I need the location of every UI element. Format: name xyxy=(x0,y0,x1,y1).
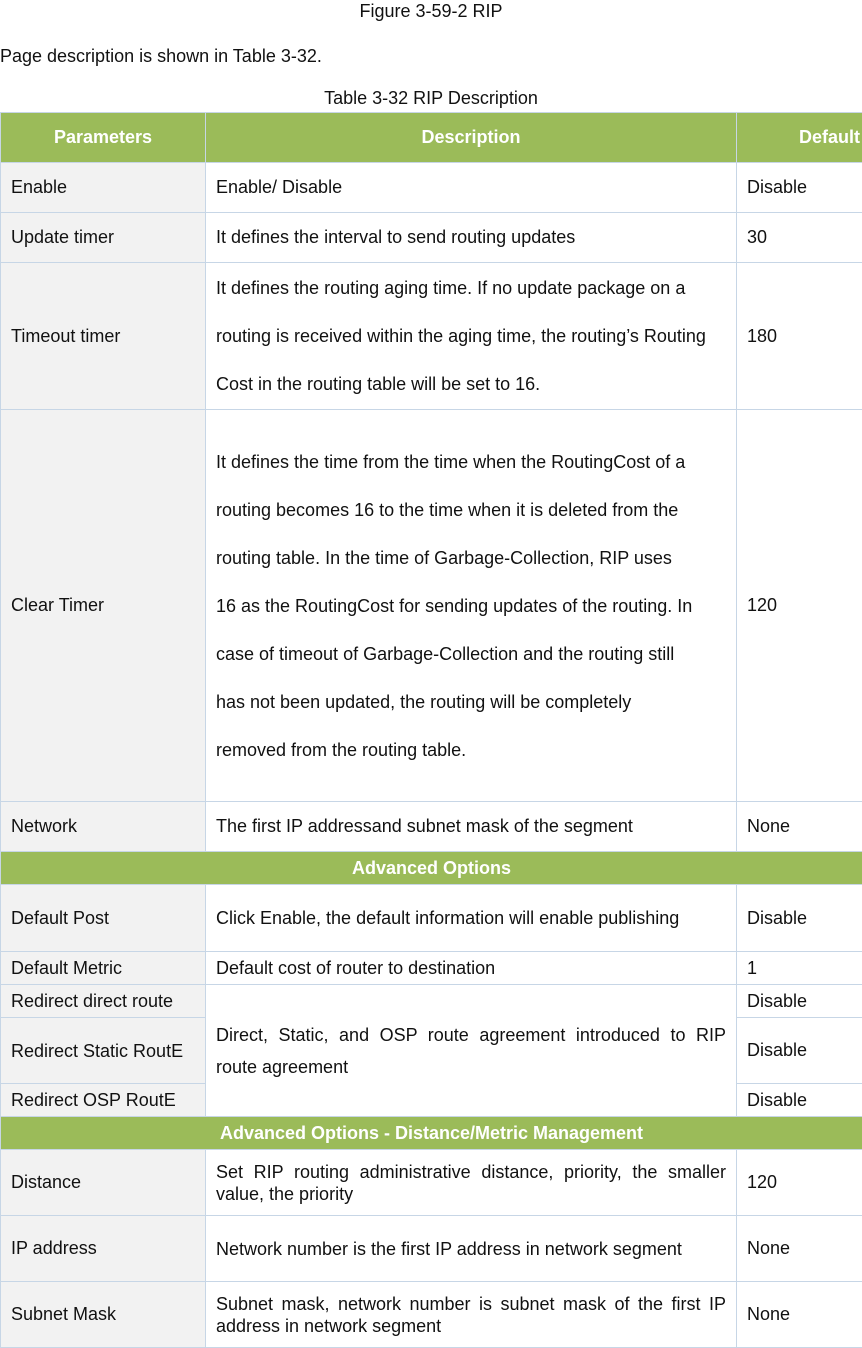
desc-cell: It defines the routing aging time. If no update package on a routing is received within the aging time, the routing’s Routing Cost in the routing table will be set to 16. xyxy=(206,263,737,410)
default-cell: None xyxy=(737,802,862,852)
rip-description-table xyxy=(0,112,862,1348)
default-cell: Disable xyxy=(737,885,862,952)
header-default: Default xyxy=(737,113,862,163)
default-cell: Disable xyxy=(737,985,862,1018)
table-header-row xyxy=(1,113,862,163)
param-cell: Update timer xyxy=(1,213,206,263)
param-cell: Clear Timer xyxy=(1,410,206,802)
default-cell: Disable xyxy=(737,1084,862,1117)
desc-cell: Set RIP routing administrative distance, priority, the smaller value, the priority xyxy=(206,1150,737,1216)
table-row xyxy=(1,410,862,802)
redirect-desc-cell: Direct, Static, and OSP route agreement introduced to RIP route agreement xyxy=(206,985,737,1117)
default-cell: 1 xyxy=(737,952,862,985)
table-row xyxy=(1,1150,862,1216)
default-cell: 120 xyxy=(737,1150,862,1216)
desc-cell: Click Enable, the default information will enable publishing xyxy=(206,885,737,952)
param-cell: Subnet Mask xyxy=(1,1282,206,1348)
default-cell: 120 xyxy=(737,410,862,802)
section-advanced-options: Advanced Options xyxy=(1,852,862,885)
param-cell: IP address xyxy=(1,1216,206,1282)
figure-caption: Figure 3-59-2 RIP xyxy=(0,0,862,22)
section-row xyxy=(1,852,862,885)
default-cell: 30 xyxy=(737,213,862,263)
desc-cell: Network number is the first IP address in network segment xyxy=(206,1216,737,1282)
section-row xyxy=(1,1117,862,1150)
param-cell: Redirect direct route xyxy=(1,985,206,1018)
section-distance-metric: Advanced Options - Distance/Metric Management xyxy=(1,1117,862,1150)
desc-cell: The first IP addressand subnet mask of the segment xyxy=(206,802,737,852)
param-cell: Default Metric xyxy=(1,952,206,985)
desc-cell: It defines the interval to send routing updates xyxy=(206,213,737,263)
param-cell: Default Post xyxy=(1,885,206,952)
desc-cell: It defines the time from the time when the RoutingCost of a routing becomes 16 to the time when it is deleted from the routing table. In the time of Garbage-Collection, RIP uses 16 as the RoutingCost for sending updates of the routing. In case of timeout of Garbage-Collection and the routing still has not been updated, the routing will be completely removed from the routing table. xyxy=(206,410,737,802)
table-row xyxy=(1,885,862,952)
default-cell: None xyxy=(737,1216,862,1282)
table-row xyxy=(1,985,862,1018)
desc-cell: Enable/ Disable xyxy=(206,163,737,213)
param-cell: Network xyxy=(1,802,206,852)
param-cell: Distance xyxy=(1,1150,206,1216)
header-parameters: Parameters xyxy=(1,113,206,163)
param-cell: Redirect OSP RoutE xyxy=(1,1084,206,1117)
default-cell: 180 xyxy=(737,263,862,410)
table-row xyxy=(1,1282,862,1348)
table-row xyxy=(1,952,862,985)
table-row xyxy=(1,1216,862,1282)
param-cell: Enable xyxy=(1,163,206,213)
desc-cell: Subnet mask, network number is subnet mask of the first IP address in network segment xyxy=(206,1282,737,1348)
table-row xyxy=(1,163,862,213)
desc-cell: Default cost of router to destination xyxy=(206,952,737,985)
page-description: Page description is shown in Table 3-32. xyxy=(0,45,322,67)
default-cell: Disable xyxy=(737,163,862,213)
table-row xyxy=(1,802,862,852)
table-caption: Table 3-32 RIP Description xyxy=(0,87,862,109)
default-cell: Disable xyxy=(737,1018,862,1084)
default-cell: None xyxy=(737,1282,862,1348)
header-description: Description xyxy=(206,113,737,163)
param-cell: Timeout timer xyxy=(1,263,206,410)
table-row xyxy=(1,213,862,263)
param-cell: Redirect Static RoutE xyxy=(1,1018,206,1084)
table-row xyxy=(1,263,862,410)
